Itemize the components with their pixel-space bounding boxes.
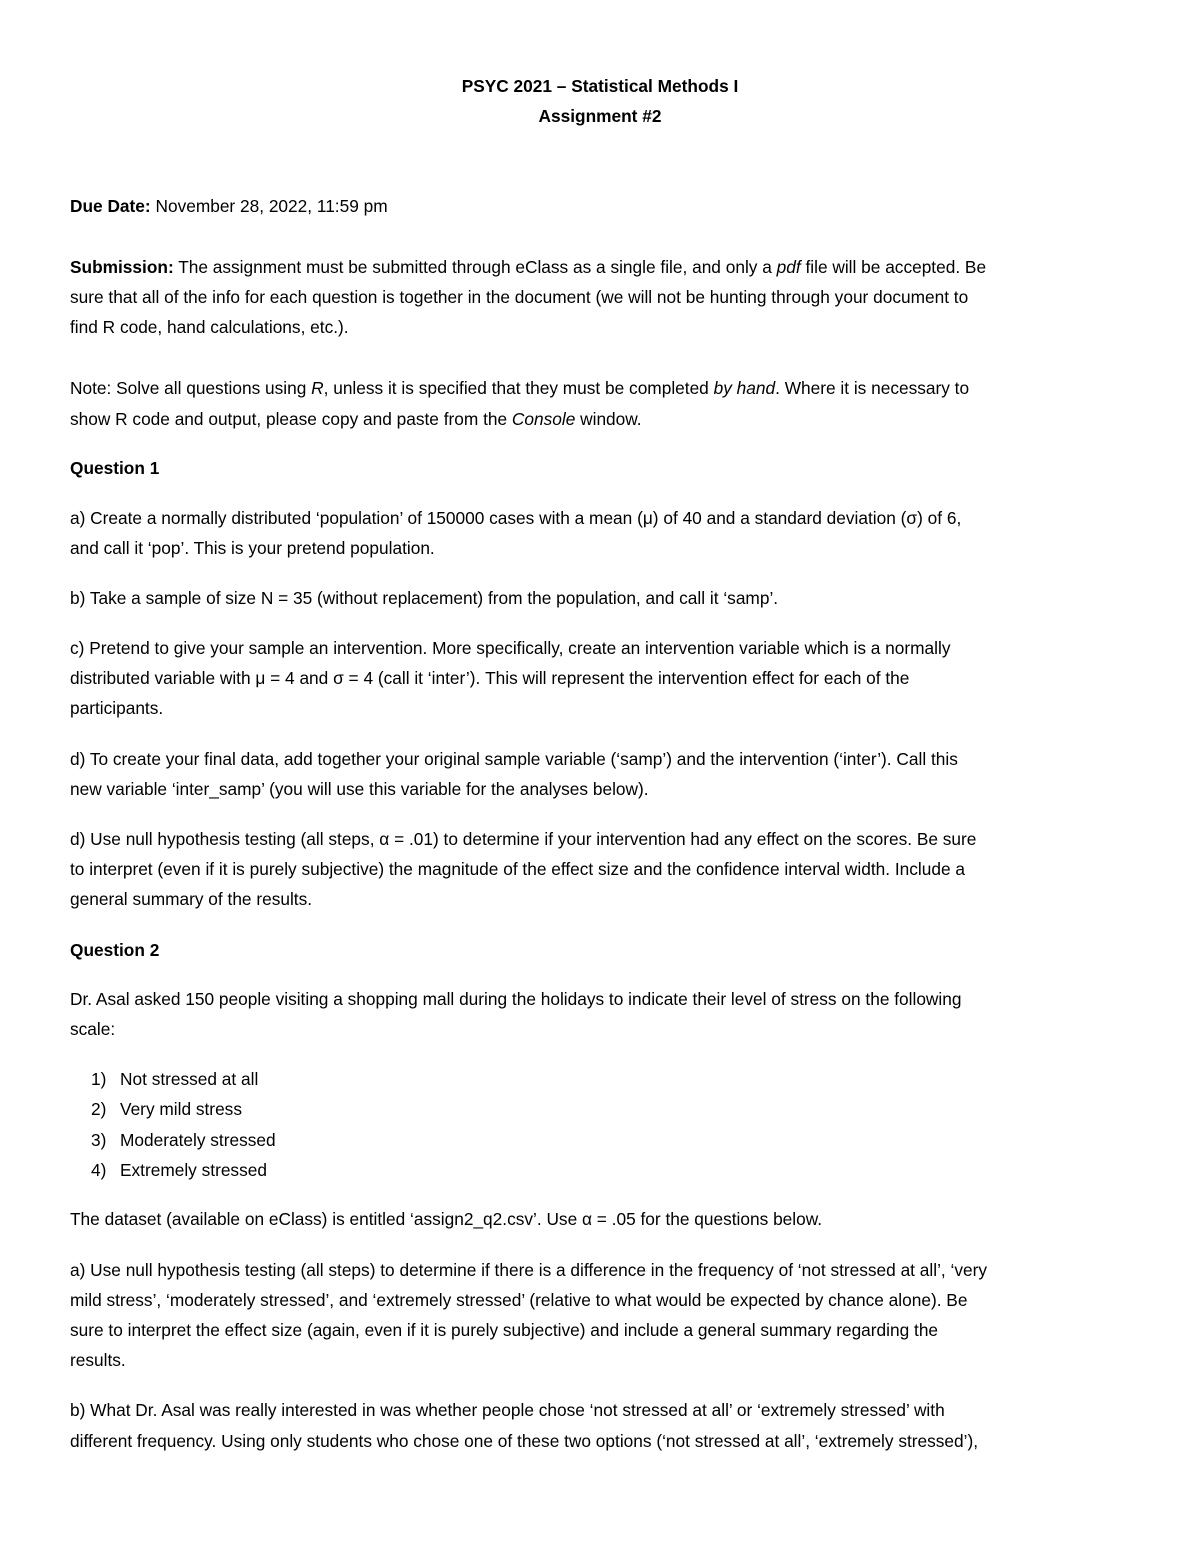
q1-part-a-line-2: and call it ‘pop’. This is your pretend population.	[70, 538, 435, 558]
q2-dataset-info: The dataset (available on eClass) is entitled ‘assign2_q2.csv’. Use α = .05 for the questions below.	[70, 1209, 823, 1229]
scale-item: 2) Very mild stress	[91, 1099, 242, 1119]
q1-part-a-line-1: a) Create a normally distributed ‘population’ of 150000 cases with a mean (μ) of 40 and a standard deviation (σ) of 6,	[70, 508, 962, 528]
q2-part-a-line-1: a) Use null hypothesis testing (all steps) to determine if there is a difference in the frequency of ‘not stressed at all’, ‘very	[70, 1260, 988, 1280]
q1-part-d-line-2: new variable ‘inter_samp’ (you will use this variable for the analyses below).	[70, 779, 649, 799]
q1-part-c-line-1: c) Pretend to give your sample an intervention. More specifically, create an intervention variable which is a normally	[70, 638, 951, 658]
q2-part-a-line-2: mild stress’, ‘moderately stressed’, and ‘extremely stressed’ (relative to what would be expected by chance alone). Be	[70, 1290, 968, 1310]
due-date: Due Date: November 28, 2022, 11:59 pm	[70, 196, 388, 216]
q1-part-e-line-2: to interpret (even if it is purely subjective) the magnitude of the effect size and the confidence interval width. Include a	[70, 859, 965, 879]
q1-part-d-line-1: d) To create your final data, add together your original sample variable (‘samp’) and the intervention (‘inter’). Call this	[70, 749, 958, 769]
q2-part-b-line-2: different frequency. Using only students who chose one of these two options (‘not stressed at all’, ‘extremely stressed’),	[70, 1431, 979, 1451]
q1-part-b: b) Take a sample of size N = 35 (without replacement) from the population, and call it ‘samp’.	[70, 588, 779, 608]
submission-line-2: sure that all of the info for each question is together in the document (we will not be hunting through your document to	[70, 287, 969, 307]
course-title: PSYC 2021 – Statistical Methods I	[461, 76, 739, 96]
question-2-heading: Question 2	[70, 940, 160, 960]
note-line-1: Note: Solve all questions using R, unless it is specified that they must be completed by hand. Where it is necessary to	[70, 378, 970, 398]
assignment-title: Assignment #2	[538, 106, 662, 126]
scale-item: 3) Moderately stressed	[91, 1130, 276, 1150]
submission-line-1: Submission: The assignment must be submitted through eClass as a single file, and only a pdf file will be accepted. Be	[70, 257, 987, 277]
q1-part-c-line-2: distributed variable with μ = 4 and σ = 4 (call it ‘inter’). This will represent the intervention effect for each of the	[70, 668, 910, 688]
scale-item: 1) Not stressed at all	[91, 1069, 259, 1089]
q2-part-a-line-4: results.	[70, 1350, 126, 1370]
q2-intro-line-2: scale:	[70, 1019, 116, 1039]
q2-intro-line-1: Dr. Asal asked 150 people visiting a shopping mall during the holidays to indicate their level of stress on the following	[70, 989, 962, 1009]
q2-part-a-line-3: sure to interpret the effect size (again, even if it is purely subjective) and include a general summary regarding the	[70, 1320, 939, 1340]
q2-part-b-line-1: b) What Dr. Asal was really interested in was whether people chose ‘not stressed at all’ or ‘extremely stressed’ with	[70, 1400, 945, 1420]
q1-part-c-line-3: participants.	[70, 698, 164, 718]
note-line-2: show R code and output, please copy and paste from the Console window.	[70, 409, 642, 429]
question-1-heading: Question 1	[70, 458, 160, 478]
scale-item: 4) Extremely stressed	[91, 1160, 267, 1180]
q1-part-e-line-1: d) Use null hypothesis testing (all steps, α = .01) to determine if your intervention had any effect on the scores. Be sure	[70, 829, 977, 849]
submission-line-3: find R code, hand calculations, etc.).	[70, 317, 349, 337]
q1-part-e-line-3: general summary of the results.	[70, 889, 313, 909]
